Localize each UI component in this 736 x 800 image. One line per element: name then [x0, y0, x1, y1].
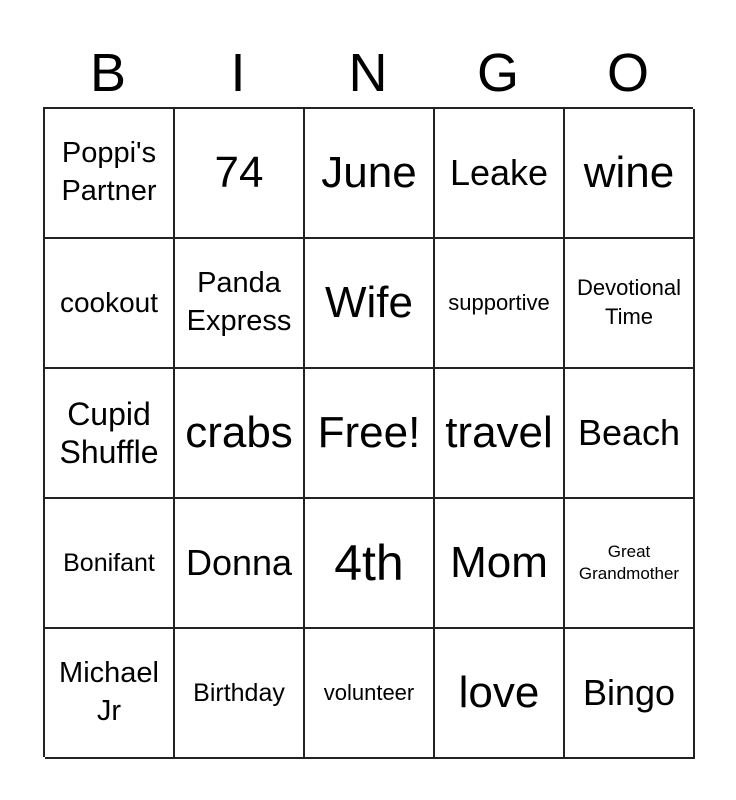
- bingo-cell[interactable]: Donna: [175, 499, 305, 629]
- bingo-cell free-space[interactable]: Free!: [305, 369, 435, 499]
- bingo-cell[interactable]: Devotional Time: [565, 239, 695, 369]
- bingo-cell[interactable]: supportive: [435, 239, 565, 369]
- bingo-cell[interactable]: Panda Express: [175, 239, 305, 369]
- header-letter-i: I: [230, 43, 246, 103]
- bingo-cell[interactable]: love: [435, 629, 565, 759]
- bingo-cell[interactable]: Leake: [435, 109, 565, 239]
- bingo-cell[interactable]: Poppi's Partner: [45, 109, 175, 239]
- bingo-header: [43, 40, 693, 106]
- bingo-cell[interactable]: cookout: [45, 239, 175, 369]
- bingo-cell[interactable]: Great Grandmother: [565, 499, 695, 629]
- bingo-cell[interactable]: travel: [435, 369, 565, 499]
- bingo-cell[interactable]: Mom: [435, 499, 565, 629]
- header-letter-b: B: [89, 43, 127, 103]
- header-letter-o: O: [606, 43, 649, 103]
- header-letter-g: G: [476, 43, 519, 103]
- bingo-cell[interactable]: crabs: [175, 369, 305, 499]
- bingo-cell[interactable]: Birthday: [175, 629, 305, 759]
- bingo-cell[interactable]: Wife: [305, 239, 435, 369]
- bingo-cell[interactable]: June: [305, 109, 435, 239]
- bingo-cell[interactable]: Bonifant: [45, 499, 175, 629]
- bingo-cell[interactable]: 74: [175, 109, 305, 239]
- bingo-cell[interactable]: Cupid Shuffle: [45, 369, 175, 499]
- bingo-cell[interactable]: Beach: [565, 369, 695, 499]
- bingo-cell[interactable]: Bingo: [565, 629, 695, 759]
- header-letter-n: N: [348, 43, 388, 103]
- bingo-cell[interactable]: 4th: [305, 499, 435, 629]
- bingo-cell[interactable]: volunteer: [305, 629, 435, 759]
- bingo-card-grid: [43, 107, 693, 757]
- bingo-cell[interactable]: Michael Jr: [45, 629, 175, 759]
- bingo-cell[interactable]: wine: [565, 109, 695, 239]
